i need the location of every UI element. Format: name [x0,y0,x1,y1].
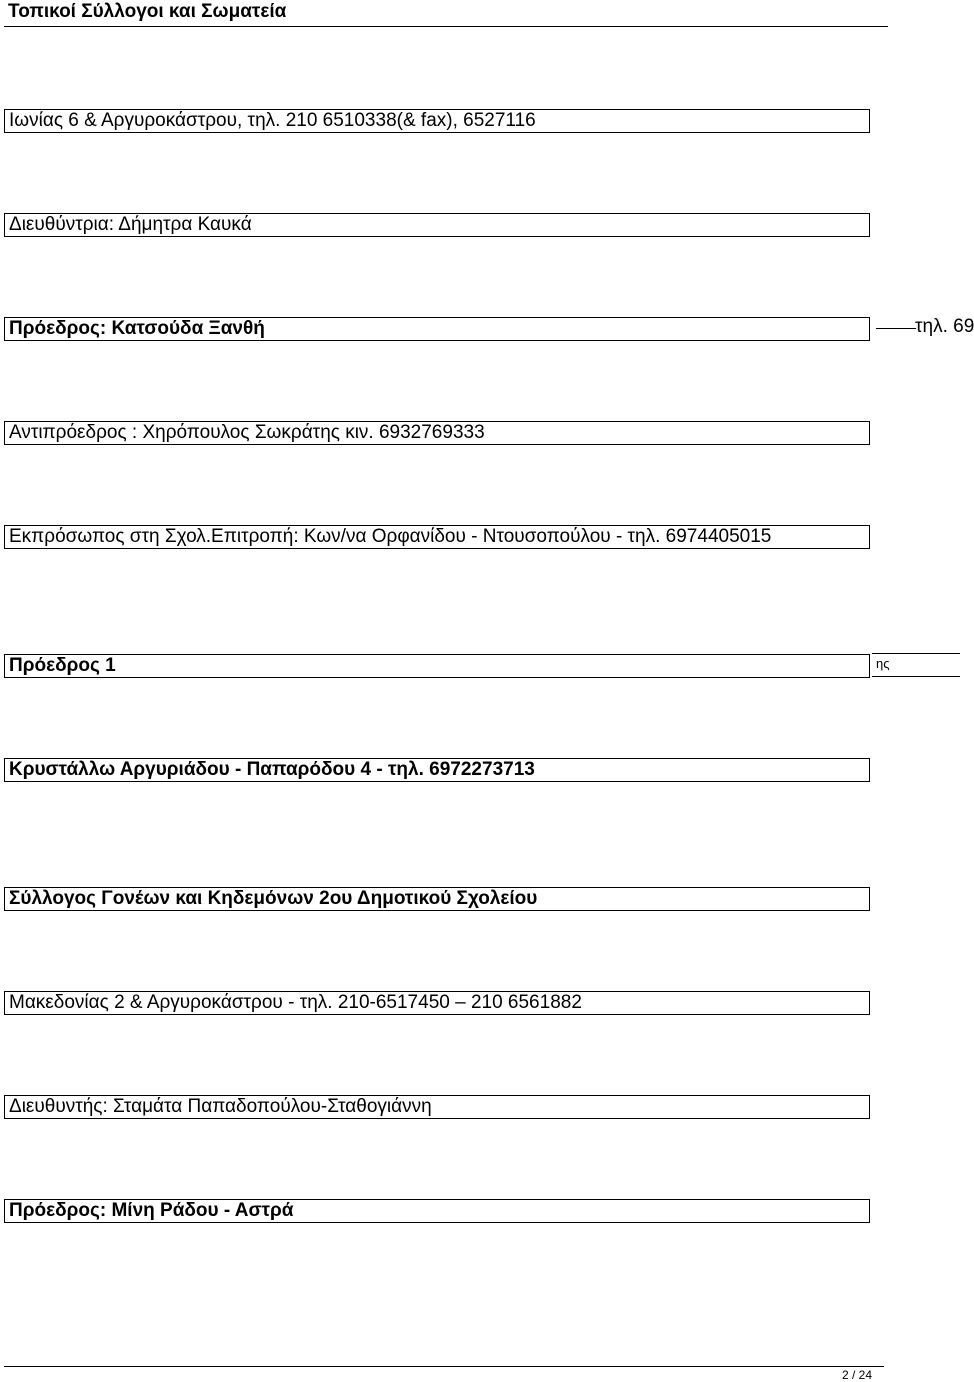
association-title-row: Σύλλογος Γονέων και Κηδεμόνων 2ου Δημοτικού Σχολείου [4,887,870,911]
president-row: Πρόεδρος: Κατσούδα Ξανθή [4,317,870,341]
address-row: Ιωνίας 6 & Αργυροκάστρου, τηλ. 210 6510338(& fax), 6527116 [4,109,870,133]
president-phone-fragment: τηλ. 69 [915,316,974,337]
footer-divider [4,1366,884,1367]
header-divider [4,26,888,27]
address-row-2: Μακεδονίας 2 & Αργυροκάστρου - τηλ. 210-6517450 – 210 6561882 [4,991,870,1015]
ordinal-fragment: ης [872,653,960,677]
director-row-2: Διευθυντής: Σταμάτα Παπαδοπούλου-Σταθογιάννη [4,1095,870,1119]
page-title: Τοπικοί Σύλλογοι και Σωματεία [8,1,287,22]
president-row-2: Πρόεδρος: Μίνη Ράδου - Αστρά [4,1199,870,1223]
dash-line [876,328,916,329]
director-row: Διευθύντρια: Δήμητρα Καυκά [4,213,870,237]
contact-row: Κρυστάλλω Αργυριάδου - Παπαρόδου 4 - τηλ. 6972273713 [4,758,870,782]
first-president-row: Πρόεδρος 1 [4,654,870,678]
vice-president-row: Αντιπρόεδρος : Χηρόπουλος Σωκράτης κιν. 6932769333 [4,421,870,445]
representative-row: Εκπρόσωπος στη Σχολ.Επιτροπή: Κων/να Ορφανίδου - Ντουσοπούλου - τηλ. 6974405015 [4,525,870,549]
page-number: 2 / 24 [841,1368,872,1382]
